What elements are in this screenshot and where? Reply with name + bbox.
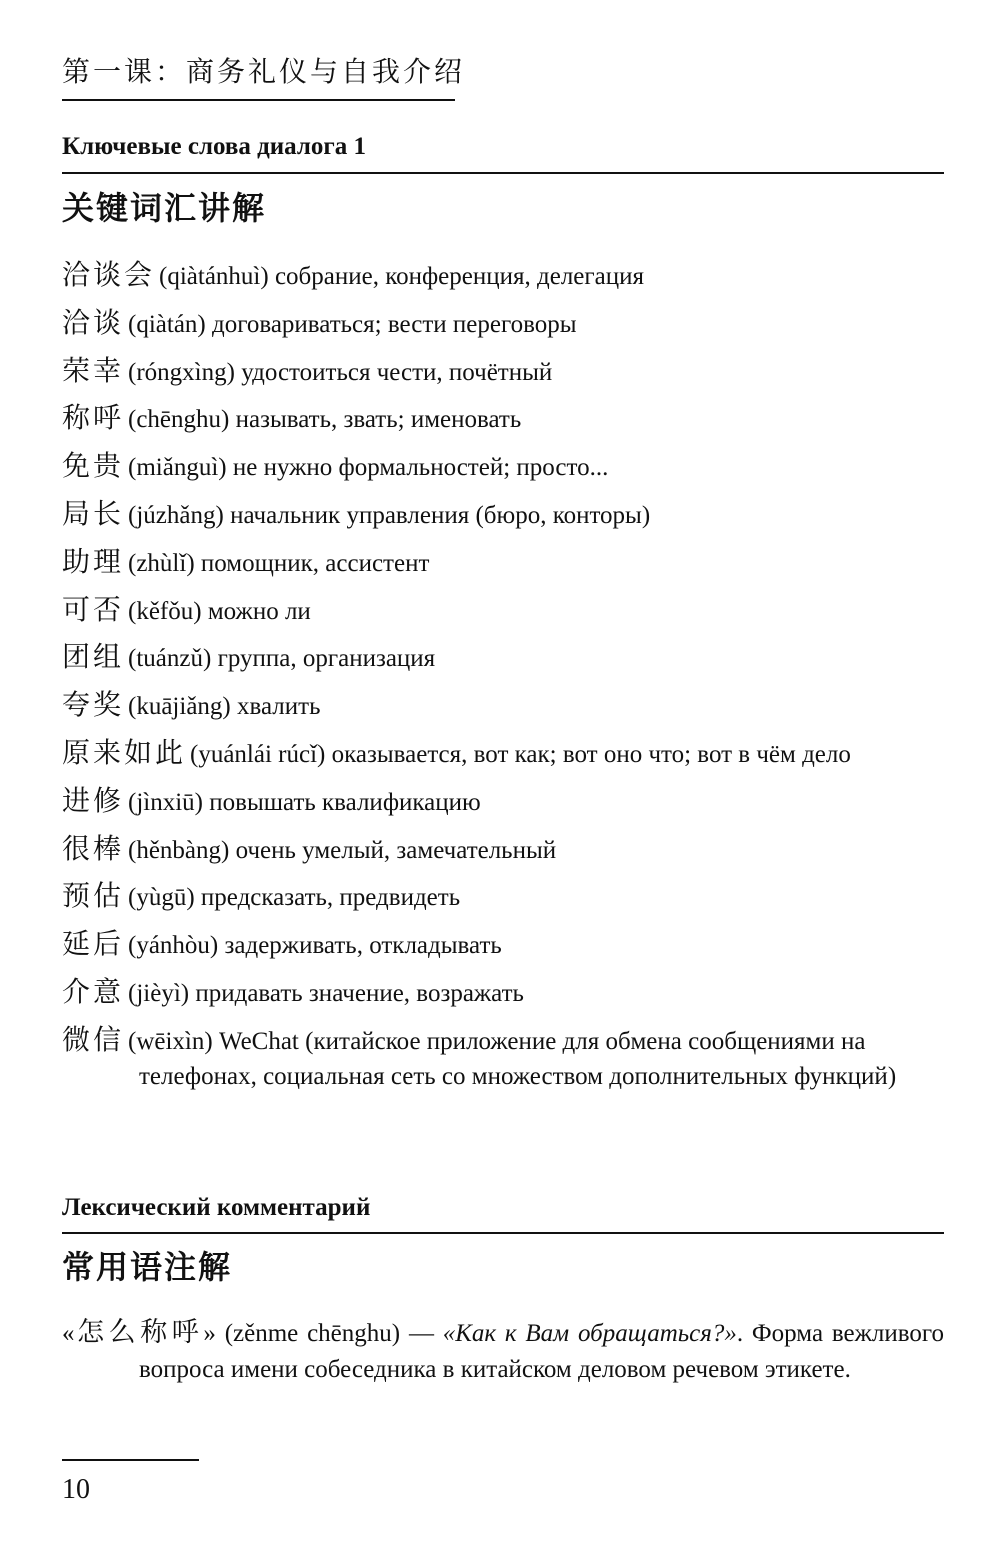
vocab-item	[62, 496, 944, 534]
term-open-quote: «	[62, 1320, 75, 1347]
cn-heading-keywords: 关键词汇讲解	[62, 189, 267, 227]
vocab-hanzi: 进修	[62, 783, 125, 817]
section-title-commentary: Лексический комментарий	[62, 1194, 371, 1221]
vocab-hanzi: 夸奖	[62, 688, 125, 722]
vocab-pinyin: (zhùlǐ)	[128, 549, 195, 577]
vocab-meaning: собрание, конференция, делегация	[274, 263, 644, 290]
vocab-hanzi: 介意	[62, 974, 125, 1008]
vocab-meaning: начальник управления (бюро, конторы)	[230, 501, 651, 529]
term-pinyin: (zěnme chēnghu)	[224, 1320, 401, 1347]
vocab-pinyin: (qiàtán)	[128, 310, 206, 338]
vocab-meaning: удостоиться чести, почётный	[241, 358, 553, 386]
vocab-meaning: помощник, ассистент	[200, 549, 430, 577]
vocab-hanzi: 原来如此	[62, 735, 187, 769]
vocab-meaning: хвалить	[237, 693, 321, 721]
vocab-pinyin: (yánhòu)	[128, 932, 219, 960]
term-close-quote: »	[203, 1320, 216, 1347]
vocab-pinyin: (qiàtánhuì)	[159, 263, 269, 290]
vocab-pinyin: (júzhǎng)	[128, 501, 224, 529]
vocab-hanzi: 荣幸	[62, 353, 125, 387]
vocab-item	[62, 639, 944, 677]
vocab-meaning: WeChat (китайское приложение для обмена сообщениями на телефонах, социальная сеть со множеством дополнительных функций)	[139, 1027, 897, 1091]
vocab-pinyin: (hěnbàng)	[128, 836, 230, 864]
section-rule-commentary	[62, 1232, 944, 1234]
vocab-item	[62, 1022, 944, 1095]
vocab-meaning: называть, звать; именовать	[235, 406, 522, 434]
vocab-meaning: предсказать, предвидеть	[200, 884, 461, 912]
vocab-pinyin: (yuánlái rúcǐ)	[190, 740, 326, 768]
vocab-pinyin: (róngxìng)	[128, 358, 235, 386]
vocab-item	[62, 448, 944, 486]
vocab-hanzi: 称呼	[62, 401, 125, 435]
cn-heading-commentary: 常用语注解	[62, 1248, 233, 1286]
vocabulary-list	[62, 257, 944, 1105]
term-hanzi: 怎么称呼	[74, 1317, 204, 1348]
running-head: 第一课：商务礼仪与自我介绍	[62, 55, 466, 88]
vocab-item	[62, 400, 944, 438]
vocab-meaning: придавать значение, возражать	[195, 979, 524, 1007]
vocab-meaning: группа, организация	[217, 645, 436, 673]
vocab-item	[62, 544, 944, 582]
footnote-rule	[62, 1459, 199, 1461]
vocab-hanzi: 洽谈	[62, 305, 125, 339]
vocab-item	[62, 305, 944, 343]
vocab-hanzi: 免贵	[62, 449, 125, 483]
page-number: 10	[62, 1474, 90, 1505]
vocab-item	[62, 353, 944, 391]
term-explanation: . Форма вежливого вопроса имени собеседника в китайском деловом речевом этикете.	[139, 1320, 945, 1383]
vocab-item	[62, 257, 944, 295]
vocab-meaning: повышать квалификацию	[209, 788, 481, 816]
vocab-hanzi: 助理	[62, 544, 125, 578]
commentary-entry	[62, 1315, 944, 1388]
vocab-hanzi: 延后	[62, 927, 125, 961]
vocab-pinyin: (wēixìn)	[128, 1027, 213, 1055]
vocab-hanzi: 团组	[62, 640, 125, 674]
vocab-pinyin: (chēnghu)	[128, 406, 230, 434]
vocab-item	[62, 735, 944, 773]
vocab-pinyin: (kuājiǎng)	[128, 693, 231, 721]
vocab-hanzi: 微信	[62, 1022, 125, 1056]
vocab-hanzi: 可否	[62, 592, 125, 626]
vocab-meaning: задерживать, откладывать	[224, 932, 502, 960]
vocab-item	[62, 878, 944, 916]
running-head-rule	[62, 99, 455, 101]
vocab-meaning: очень умелый, замечательный	[235, 836, 557, 864]
vocab-pinyin: (jièyì)	[128, 979, 190, 1007]
vocab-hanzi: 局长	[62, 496, 125, 530]
section-rule-keywords	[62, 172, 944, 174]
vocab-hanzi: 很棒	[62, 831, 125, 865]
vocab-item	[62, 783, 944, 821]
vocab-hanzi: 洽谈会	[62, 258, 156, 291]
vocab-hanzi: 预估	[62, 879, 125, 913]
vocab-pinyin: (miǎnguì)	[128, 454, 227, 482]
vocab-item	[62, 831, 944, 869]
term-dash: —	[408, 1320, 434, 1347]
vocab-pinyin: (yùgū)	[128, 884, 195, 912]
vocab-pinyin: (tuánzǔ)	[128, 645, 212, 673]
vocab-meaning: оказывается, вот как; вот оно что; вот в чём дело	[331, 740, 851, 768]
vocab-item	[62, 974, 944, 1012]
vocab-item	[62, 592, 944, 630]
vocab-meaning: можно ли	[207, 597, 311, 625]
vocab-item	[62, 926, 944, 964]
vocab-meaning: не нужно формальностей; просто...	[232, 454, 609, 482]
vocab-item	[62, 687, 944, 725]
vocab-pinyin: (kěfǒu)	[128, 597, 202, 625]
vocab-pinyin: (jìnxiū)	[128, 788, 204, 816]
section-title-keywords: Ключевые слова диалога 1	[62, 133, 367, 160]
vocab-meaning: договариваться; вести переговоры	[212, 310, 577, 338]
term-translation: «Как к Вам обращаться?»	[442, 1320, 737, 1347]
